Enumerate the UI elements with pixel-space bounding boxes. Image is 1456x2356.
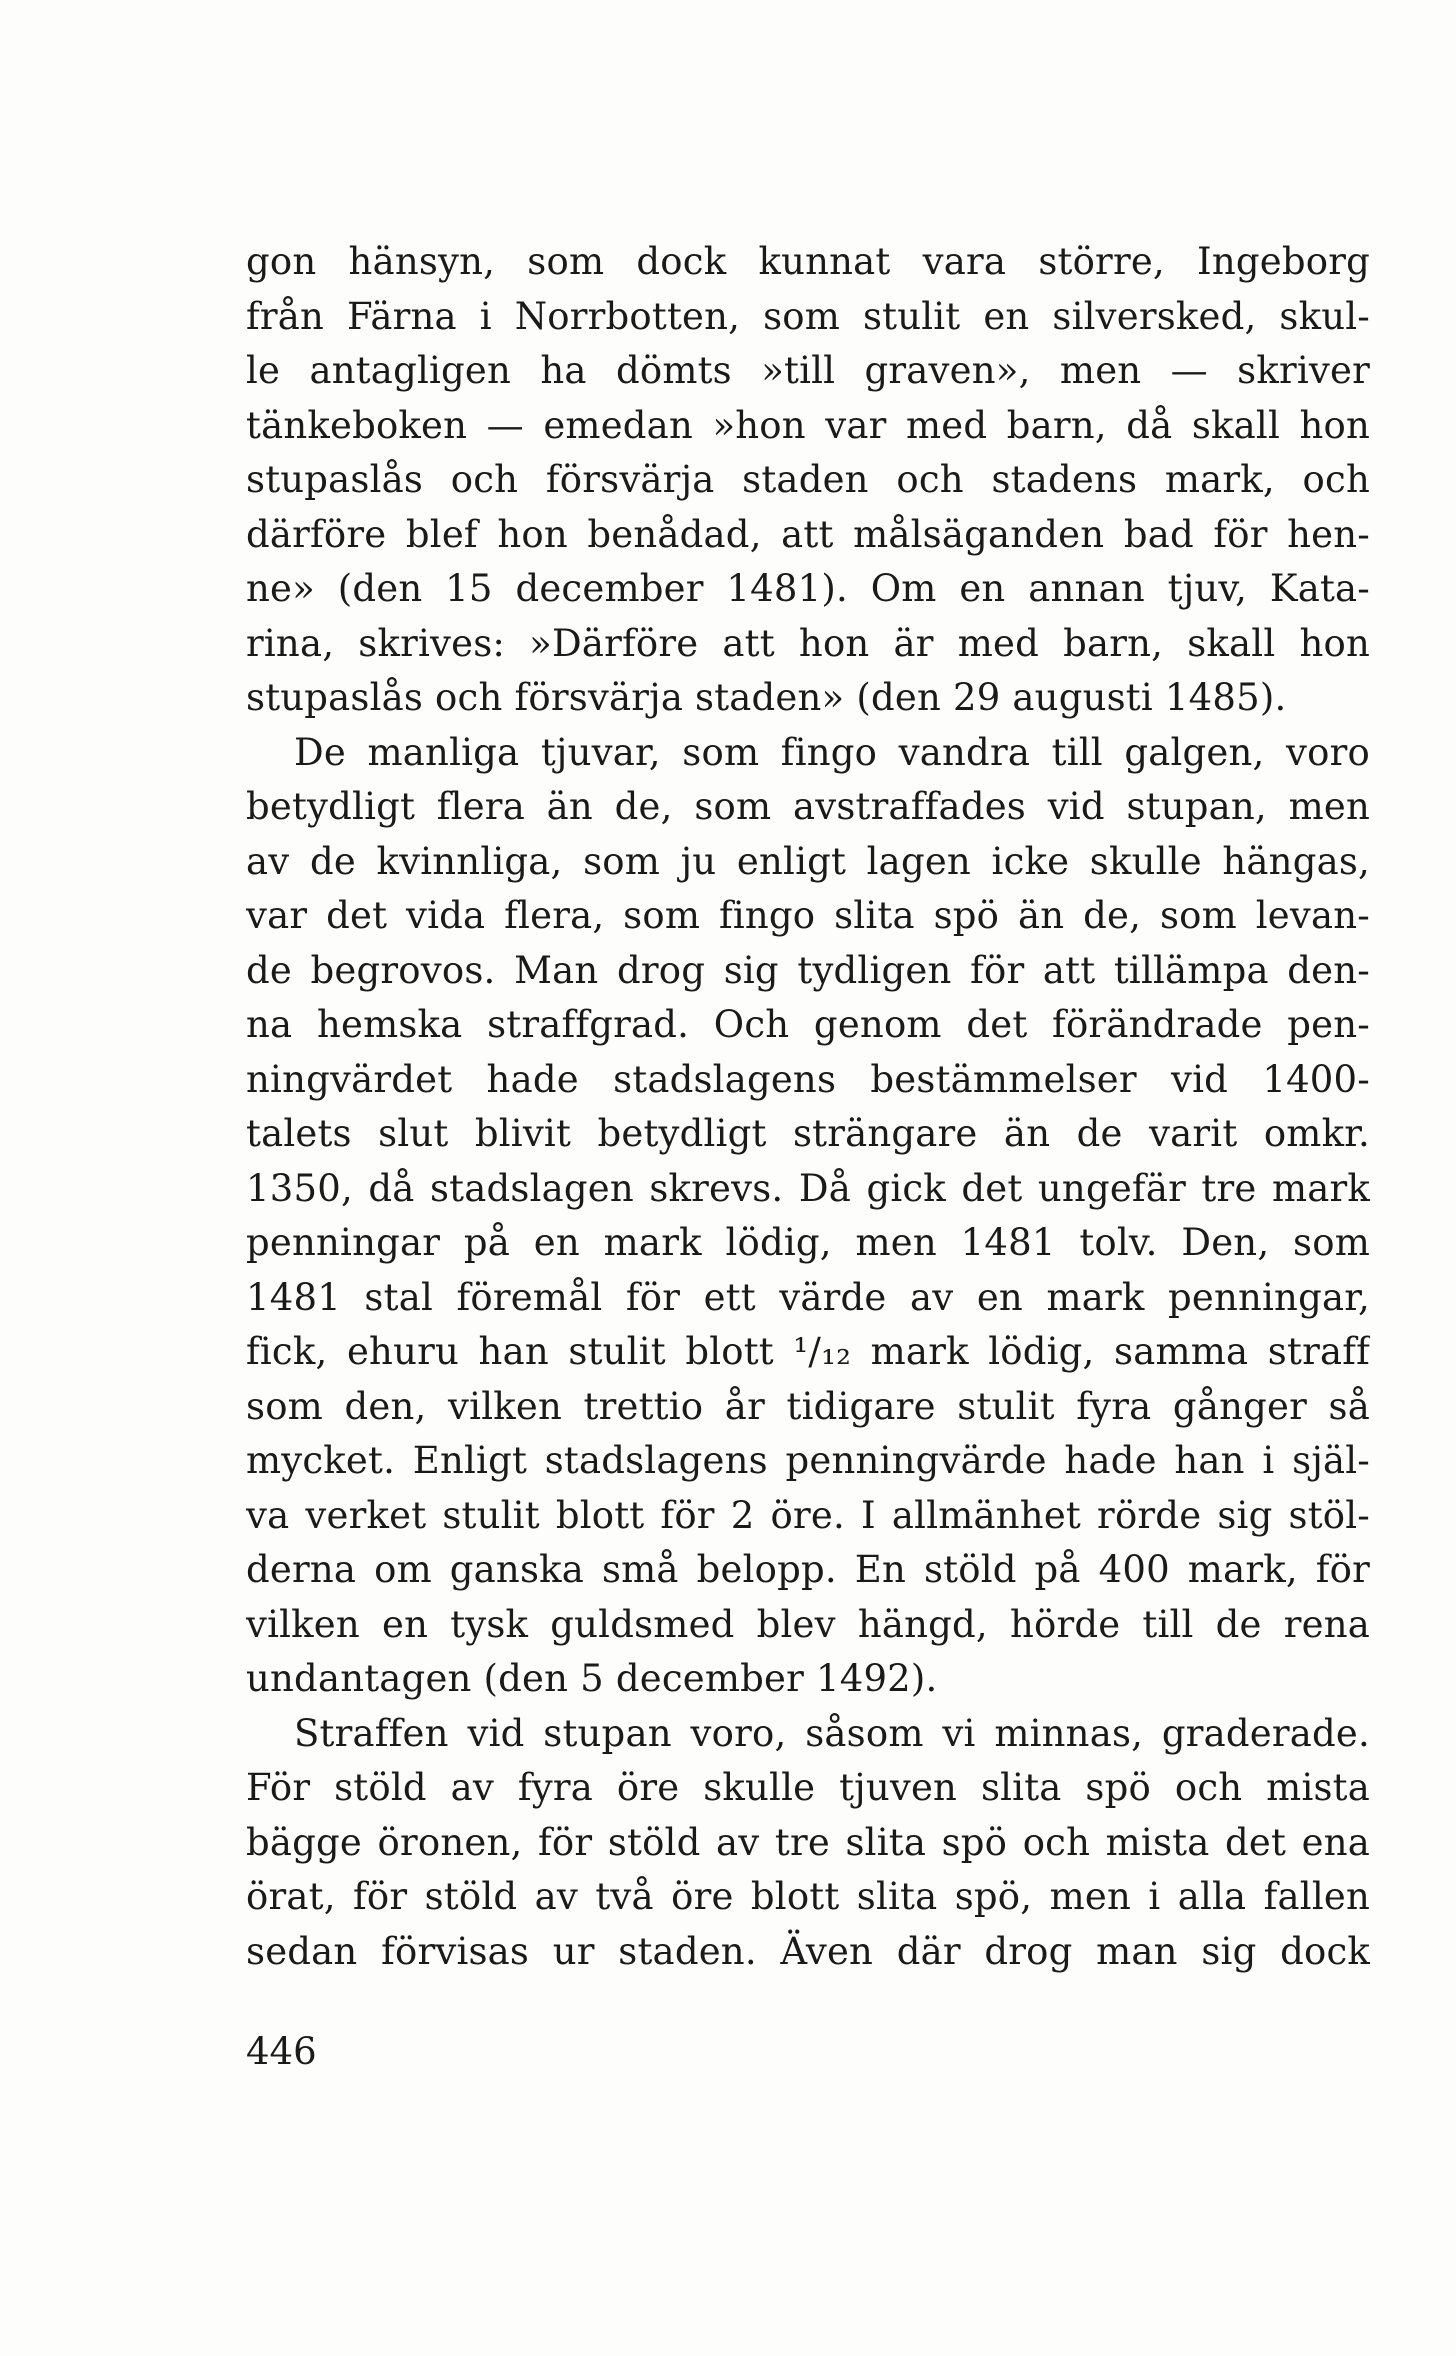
text-line: na hemska straffgrad. Och genom det förändrade pen- [246, 1003, 1370, 1046]
text-line: betydligt flera än de, som avstraffades vid stupan, men [246, 785, 1370, 828]
page-number: 446 [246, 2030, 317, 2073]
text-line: bägge öronen, för stöld av tre slita spö och mista det ena [246, 1820, 1370, 1864]
paragraph-start-line: De manliga tjuvar, som fingo vandra till galgen, voro [294, 730, 1370, 774]
text-line: var det vida flera, som fingo slita spö än de, som levan- [246, 894, 1370, 937]
text-line: ne» (den 15 december 1481). Om en annan tjuv, Kata- [246, 567, 1370, 610]
text-line: penningar på en mark lödig, men 1481 tolv. Den, som [246, 1221, 1370, 1264]
text-line: gon hänsyn, som dock kunnat vara större, Ingeborg [246, 240, 1370, 283]
text-line: stupaslås och försvärja staden» (den 29 augusti 1485). [246, 676, 1287, 719]
text-line: från Färna i Norrbotten, som stulit en silversked, skul- [246, 294, 1370, 338]
text-line: För stöld av fyra öre skulle tjuven slita spö och mista [246, 1766, 1370, 1809]
text-line: tänkeboken — emedan »hon var med barn, då skall hon [246, 403, 1370, 447]
text-line: därföre blef hon benådad, att målsäganden bad för hen- [246, 512, 1370, 556]
text-line: av de kvinnliga, som ju enligt lagen icke skulle hängas, [246, 839, 1370, 883]
text-line: 1350, då stadslagen skrevs. Då gick det ungefär tre mark [246, 1166, 1370, 1210]
text-line: va verket stulit blott för 2 öre. I allmänhet rörde sig stöl- [246, 1493, 1370, 1537]
body-text [246, 235, 1370, 1979]
text-line: ningvärdet hade stadslagens bestämmelser vid 1400- [246, 1057, 1370, 1101]
text-line: fick, ehuru han stulit blott ¹/₁₂ mark lödig, samma straff [246, 1330, 1370, 1373]
text-line: som den, vilken trettio år tidigare stulit fyra gånger så [246, 1384, 1370, 1428]
text-line: mycket. Enligt stadslagens penningvärde hade han i själ- [246, 1439, 1370, 1482]
text-line: undantagen (den 5 december 1492). [246, 1657, 938, 1700]
text-line: 1481 stal föremål för ett värde av en mark penningar, [246, 1275, 1370, 1319]
paragraph-start-line: Straffen vid stupan voro, såsom vi minnas, graderade. [294, 1711, 1370, 1755]
text-line: stupaslås och försvärja staden och stadens mark, och [246, 458, 1370, 501]
text-line: sedan förvisas ur staden. Även där drog man sig dock [246, 1929, 1370, 1973]
text-line: derna om ganska små belopp. En stöld på 400 mark, för [246, 1548, 1370, 1591]
text-line: rina, skrives: »Därföre att hon är med barn, skall hon [246, 621, 1370, 665]
text-line: le antagligen ha dömts »till graven», men — skriver [246, 349, 1370, 392]
text-line: örat, för stöld av två öre blott slita spö, men i alla fallen [246, 1875, 1370, 1918]
text-line: vilken en tysk guldsmed blev hängd, hörde till de rena [246, 1602, 1370, 1646]
text-line: talets slut blivit betydligt strängare än de varit omkr. [246, 1112, 1370, 1155]
text-line: de begrovos. Man drog sig tydligen för att tillämpa den- [246, 948, 1370, 992]
